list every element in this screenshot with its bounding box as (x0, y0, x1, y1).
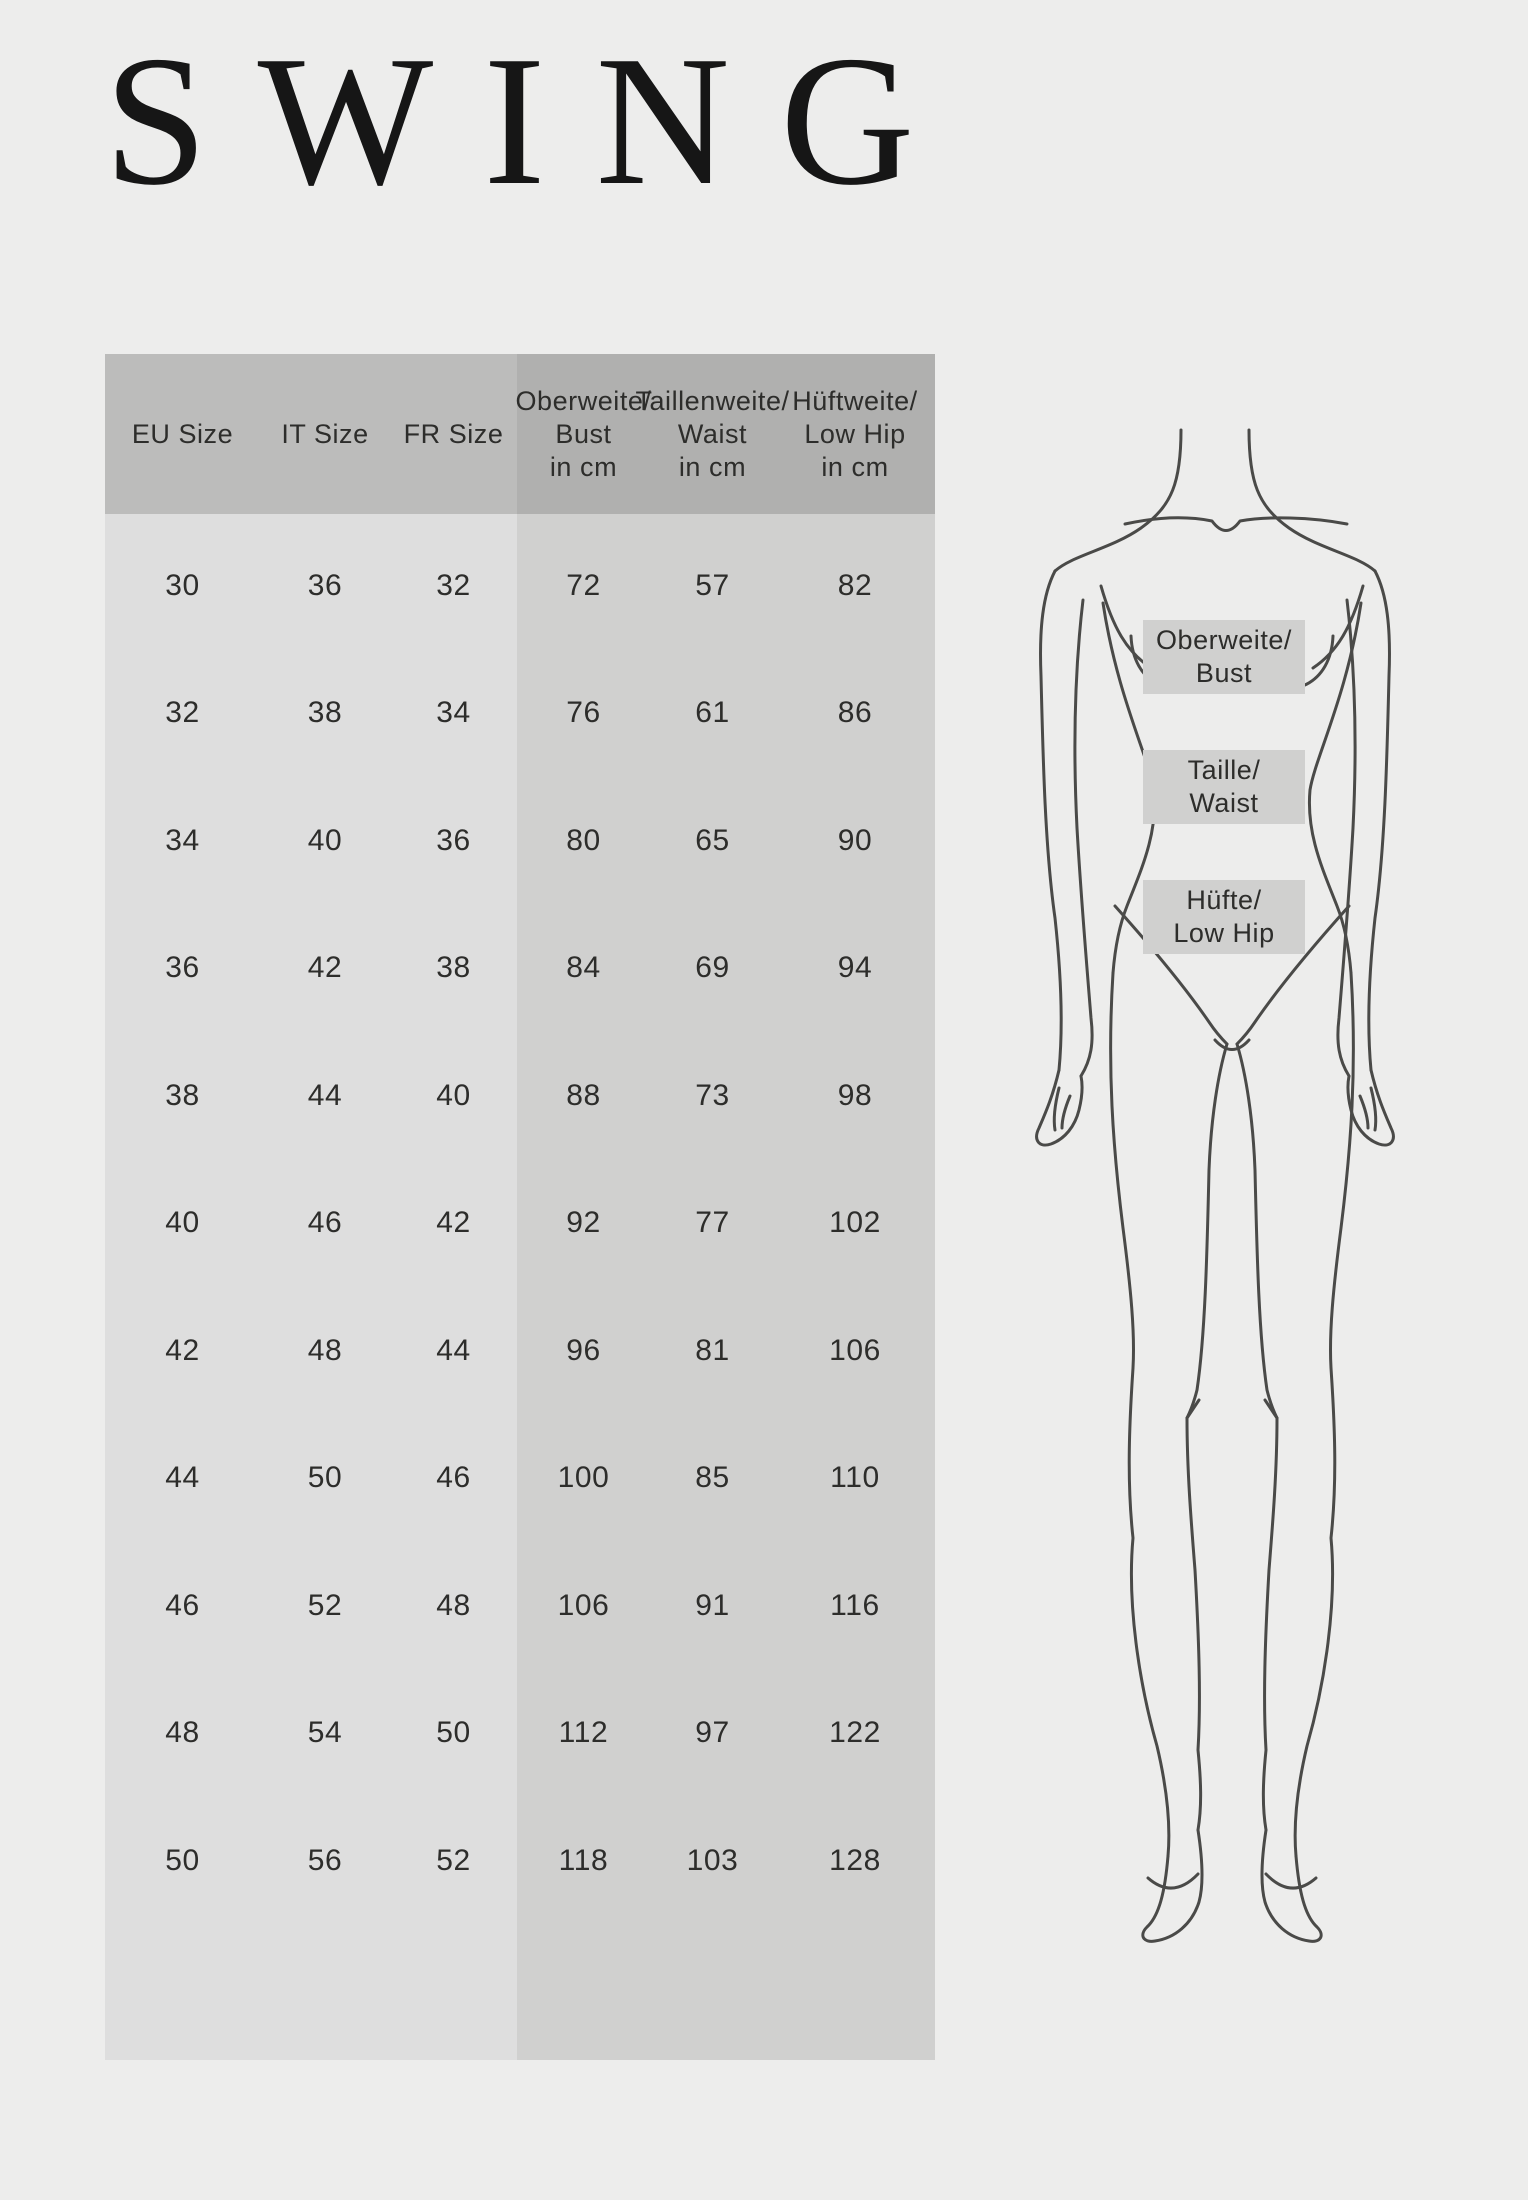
table-row (105, 777, 935, 905)
table-cell: 48 (307, 1333, 343, 1367)
table-cell: 98 (837, 1078, 873, 1112)
figure-label-line1: Taille/ (1187, 755, 1261, 785)
table-cell: 97 (695, 1716, 730, 1750)
table-cell: 54 (307, 1716, 343, 1750)
header-label-line2: Bust (555, 418, 612, 449)
table-header-row (105, 354, 935, 514)
table-cell: 56 (307, 1843, 343, 1877)
table-cell: 122 (829, 1716, 881, 1750)
table-cell: 38 (165, 1078, 200, 1112)
table-cell: 46 (436, 1461, 471, 1495)
header-label: FR Size (403, 418, 504, 449)
table-cell: 38 (307, 696, 343, 730)
table-cell: 34 (436, 696, 471, 730)
table-cell: 44 (165, 1461, 200, 1495)
figure-label-line2: Low Hip (1173, 918, 1275, 948)
table-cell: 44 (436, 1333, 471, 1367)
table-cell: 36 (436, 823, 471, 857)
table-cell: 80 (566, 823, 601, 857)
table-cell: 57 (695, 568, 730, 602)
table-cell: 96 (566, 1333, 601, 1367)
header-label-line1: Oberweite/ (515, 385, 652, 416)
table-row (105, 1542, 935, 1670)
table-cell: 128 (829, 1843, 881, 1877)
table-cell: 69 (695, 951, 730, 985)
header-label-line2: Low Hip (804, 418, 906, 449)
table-cell: 82 (837, 568, 873, 602)
table-cell: 112 (558, 1716, 609, 1750)
header-label-line1: Taillenweite/ (635, 385, 790, 416)
table-cell: 81 (695, 1333, 730, 1367)
brand-logo: SWING (104, 18, 965, 224)
header-label: EU Size (131, 418, 234, 449)
table-cell: 52 (436, 1843, 471, 1877)
figure-label-bust (1143, 620, 1305, 694)
figure-label-line2: Waist (1189, 788, 1259, 818)
body-measurement-figure (1015, 428, 1495, 1960)
table-cell: 92 (566, 1206, 601, 1240)
table-cell: 32 (165, 696, 200, 730)
table-cell: 116 (830, 1588, 880, 1622)
table-cell: 50 (165, 1843, 200, 1877)
table-row (105, 1160, 935, 1288)
table-cell: 103 (686, 1843, 739, 1877)
table-cell: 52 (307, 1588, 343, 1622)
table-body (105, 514, 935, 1925)
figure-label-waist (1143, 750, 1305, 824)
table-cell: 44 (307, 1078, 343, 1112)
header-label-line2: Waist (677, 418, 748, 449)
table-cell: 61 (695, 696, 730, 730)
table-cell: 84 (566, 951, 601, 985)
table-cell: 77 (695, 1206, 730, 1240)
figure-label-line1: Oberweite/ (1156, 625, 1292, 655)
table-row (105, 650, 935, 778)
column-header-low-hip (775, 385, 935, 484)
table-cell: 30 (165, 568, 200, 602)
figure-label-line1: Hüfte/ (1186, 885, 1262, 915)
table-cell: 40 (436, 1078, 471, 1112)
table-cell: 91 (695, 1588, 730, 1622)
table-cell: 90 (837, 823, 873, 857)
table-row (105, 1032, 935, 1160)
table-cell: 46 (165, 1588, 200, 1622)
table-row (105, 905, 935, 1033)
header-label-line1: Hüftweite/ (792, 385, 918, 416)
header-label-line3: in cm (549, 451, 618, 482)
table-cell: 86 (837, 696, 873, 730)
table-cell: 73 (695, 1078, 730, 1112)
table-cell: 88 (566, 1078, 601, 1112)
column-header-fr-size (390, 418, 517, 451)
table-row (105, 1287, 935, 1415)
table-cell: 46 (307, 1206, 343, 1240)
column-header-it-size (260, 418, 390, 451)
figure-label-line2: Bust (1195, 658, 1253, 688)
table-cell: 100 (557, 1461, 610, 1495)
table-cell: 50 (307, 1461, 343, 1495)
figure-label-low-hip (1143, 880, 1305, 954)
table-cell: 106 (829, 1333, 881, 1367)
table-cell: 36 (307, 568, 343, 602)
table-cell: 106 (557, 1588, 610, 1622)
table-cell: 42 (165, 1333, 200, 1367)
size-table (105, 354, 935, 2060)
table-cell: 65 (695, 823, 730, 857)
column-header-waist (635, 385, 790, 484)
header-label: IT Size (281, 418, 369, 449)
table-cell: 48 (436, 1588, 471, 1622)
table-cell: 38 (436, 951, 471, 985)
table-cell: 76 (566, 696, 601, 730)
table-cell: 32 (436, 568, 471, 602)
table-row (105, 1797, 935, 1925)
column-header-bust (517, 385, 650, 484)
table-cell: 42 (307, 951, 343, 985)
column-header-eu-size (105, 418, 260, 451)
table-cell: 102 (829, 1206, 881, 1240)
table-cell: 40 (165, 1206, 200, 1240)
table-cell: 50 (436, 1716, 471, 1750)
table-cell: 48 (165, 1716, 200, 1750)
table-row (105, 1415, 935, 1543)
header-label-line3: in cm (821, 451, 889, 482)
table-cell: 85 (695, 1461, 730, 1495)
table-cell: 94 (837, 951, 873, 985)
table-cell: 40 (307, 823, 343, 857)
table-cell: 42 (436, 1206, 471, 1240)
table-cell: 36 (165, 951, 200, 985)
table-row (105, 1670, 935, 1798)
table-row (105, 522, 935, 650)
header-label-line3: in cm (678, 451, 747, 482)
table-cell: 110 (830, 1461, 880, 1495)
table-cell: 72 (566, 568, 601, 602)
table-cell: 118 (558, 1843, 609, 1877)
table-cell: 34 (165, 823, 200, 857)
